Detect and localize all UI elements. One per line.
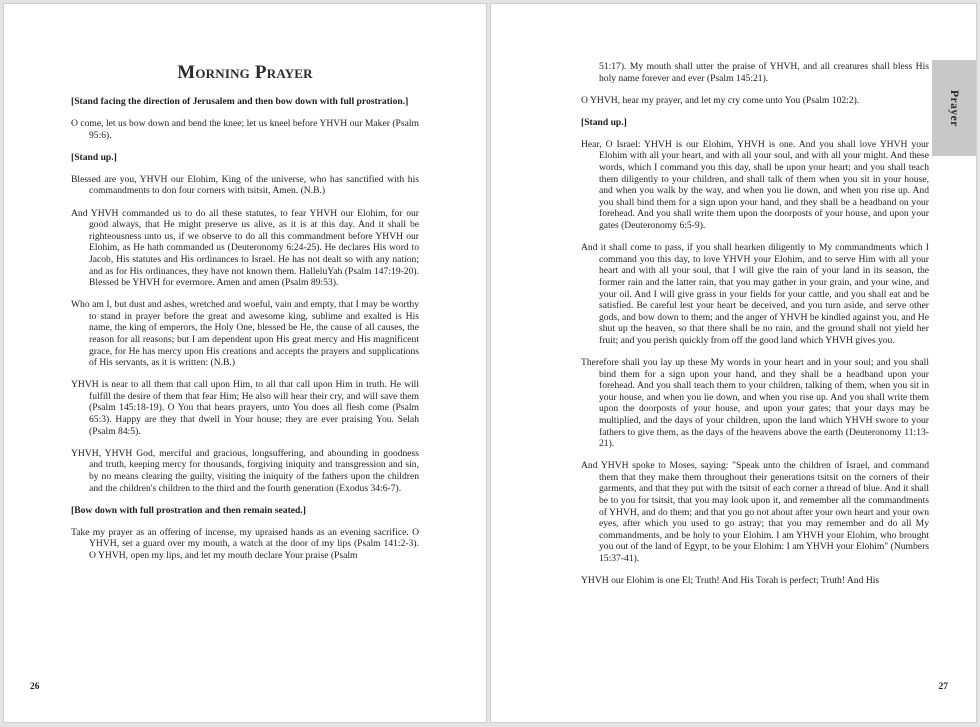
rubric: [Bow down with full prostration and then remain seated.] bbox=[71, 504, 306, 516]
paragraph: Take my prayer as an offering of incense, my upraised hands as an evening sacrifice. O YHVH, set a guard over my mouth, a watch at the door of my lips (Psalm 141:2-3). O YHVH, open my lips, and let my mouth declare Your praise (Psalm bbox=[71, 526, 419, 561]
paragraph: Therefore shall you lay up these My words in your heart and in your soul; and you shall bind them for a sign upon your hand, and they shall be a headband upon your forehead. And you shall teach them to your children, talking of them, when you sit in your house, and when you lie down, and when you rise up. And you shall write them upon the doorposts of your house, and upon your gates; that your days may be multiplied, and the days of your children, upon the land which YHVH swore to your fathers to give them, as the days of the heavens above the earth (Deuteronomy 11:13-21). bbox=[581, 356, 929, 450]
right-page bbox=[490, 3, 977, 723]
paragraph: Blessed are you, YHVH our Elohim, King of the universe, who has sanctified with his commandments to don four corners with tsitsit, Amen. (N.B.) bbox=[71, 173, 419, 197]
paragraph: YHVH, YHVH God, merciful and gracious, longsuffering, and abounding in goodness and truth, keeping mercy for thousands, forgiving iniquity and transgression and sin, by no means clearing the guilty, visiting the iniquity of the fathers upon the children and the children's children to the third and the fourth generation (Exodus 34:6-7). bbox=[71, 447, 419, 494]
page-number: 27 bbox=[938, 682, 948, 692]
paragraph: Hear, O Israel: YHVH is our Elohim, YHVH is one. And you shall love YHVH your Elohim with all your heart, and with all your soul, and with all your might. And these words, which I command you this day, shall be upon your heart; and you shall teach them diligently to your children, and shall talk of them when you sit in your house, and when you walk by the way, and when you lie down, and when you rise up. And you shall bind them for a sign upon your hand, and they shall be a headband on your forehead. And you shall write them upon the doorposts of your house, and upon your gates (Deuteronomy 6:5-9). bbox=[581, 138, 929, 232]
page-number: 26 bbox=[30, 682, 40, 692]
section-tab-label: Prayer bbox=[948, 89, 960, 127]
paragraph: And it shall come to pass, if you shall hearken diligently to My commandments which I command you this day, to love YHVH your Elohim, and to serve Him with all your heart and with all your soul, that I will give the rain of your land in its season, the former rain and the latter rain, that you may gather in your grain, and your wine, and your oil. And I will give grass in your fields for your cattle, and you shall eat and be satisfied. Be careful lest your heart be deceived, and you turn aside, and serve other gods, and bow down to them; and the anger of YHVH be kindled against you, and He shut up the heaven, so that there shall be no rain, and the ground shall not yield her fruit; and you perish quickly from off the good land which YHVH gives you. bbox=[581, 242, 929, 346]
paragraph: YHVH our Elohim is one El; Truth! And His Torah is perfect; Truth! And His bbox=[581, 575, 880, 587]
rubric: [Stand up.] bbox=[581, 116, 627, 128]
paragraph: And YHVH commanded us to do all these statutes, to fear YHVH our Elohim, for our good always, that He might preserve us alive, as it is at this day. And it shall be righteousness unto us, if we observe to do all this commandment before YHVH our Elohim, as He hath commanded us (Deuteronomy 6:24-25). He declares His word to Jacob, His statutes and His ordinances to Israel. He has not dealt so with any nation; and as for His ordinances, they have not known them. HalleluYah (Psalm 147:19-20). Blessed be YHVH for evermore. Amen and amen (Psalm 89:53). bbox=[71, 207, 419, 289]
right-text-column bbox=[581, 61, 929, 597]
paragraph: And YHVH spoke to Moses, saying: "Speak unto the children of Israel, and command them that they make them throughout their generations tsitsit on the corners of their garments, and that they put with the tsitsit of each corner a thread of blue. And it shall be to you for tsitsit, that you may look upon it, and remember all the commandments of YHVH, and do them; and that you go not about after your own heart and your own eyes, after which you used to go astray; that you may remember and do all My commandments, and be holy to your Elohim. I am YHVH your Elohim, who brought you out of the land of Egypt, to be your Elohim: I am YHVH your Elohim" (Numbers 15:37-41). bbox=[581, 460, 929, 564]
rubric: [Stand up.] bbox=[71, 151, 117, 163]
paragraph: O come, let us bow down and bend the knee; let us kneel before YHVH our Maker (Psalm 95:6). bbox=[71, 118, 419, 141]
section-tab bbox=[932, 60, 976, 156]
left-page bbox=[3, 3, 487, 723]
rubric: [Stand facing the direction of Jerusalem and then bow down with full prostration.] bbox=[71, 96, 409, 107]
paragraph: YHVH is near to all them that call upon Him, to all that call upon Him in truth. He will fulfill the desire of them that fear Him; He also will hear their cry, and will save them (Psalm 145:18-19). O You that hears prayers, unto You does all flesh come (Psalm 65:3). Happy are they that dwell in Your house; they are ever praising You. Selah (Psalm 84:5). bbox=[71, 379, 419, 437]
left-text-column bbox=[71, 62, 419, 572]
page-title: Morning Prayer bbox=[177, 62, 313, 83]
paragraph: Who am I, but dust and ashes, wretched and woeful, vain and empty, that I may be worthy to stand in prayer before the great and awesome king, sublime and exalted is His name, the king of emperors, the Holy One, blessed be He, the cause of all causes, the reason for all reasons; but I am dependent upon His great mercy and His magnificent grace, for He has mercy upon His creations and accepts the prayers and supplications of His servants, as it is written: (N.B.) bbox=[71, 299, 419, 369]
paragraph-continued: 51:17). My mouth shall utter the praise of YHVH, and all creatures shall bless His holy name forever and ever (Psalm 145:21). bbox=[599, 61, 929, 84]
paragraph: O YHVH, hear my prayer, and let my cry come unto You (Psalm 102:2). bbox=[581, 94, 860, 106]
